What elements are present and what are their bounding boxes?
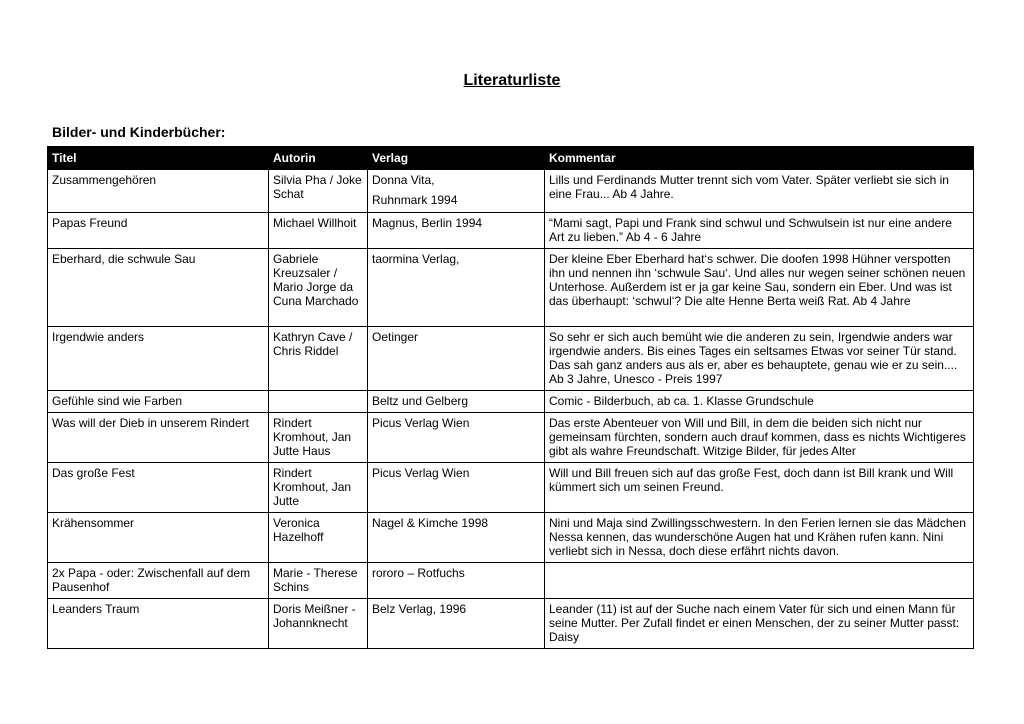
cell-author: Kathryn Cave / Chris Riddel [269,327,368,391]
column-header-title: Titel [48,147,269,170]
cell-author [269,391,368,413]
cell-author: Michael Willhoit [269,213,368,249]
section-heading: Bilder- und Kinderbücher: [52,124,226,140]
cell-publisher: Picus Verlag Wien [368,413,545,463]
cell-comment: So sehr er sich auch bemüht wie die anderen zu sein, Irgendwie anders war irgendwie anders. Bis eines Tages ein seltsames Etwas vor seiner Tür stand. Das sah ganz anders aus als er, aber es behauptete, genau wie er zu sein.... Ab 3 Jahre, Unesco - Preis 1997 [545,327,974,391]
cell-publisher: Picus Verlag Wien [368,463,545,513]
cell-title: Gefühle sind wie Farben [48,391,269,413]
cell-title: Krähensommer [48,513,269,563]
cell-comment: Lills und Ferdinands Mutter trennt sich vom Vater. Später verliebt sie sich in eine Frau... Ab 4 Jahre. [545,170,974,213]
cell-title: Was will der Dieb in unserem Rindert [48,413,269,463]
cell-comment: Will und Bill freuen sich auf das große Fest, doch dann ist Bill krank und Will kümmert sich um seinen Freund. [545,463,974,513]
publisher-line: Donna Vita, [372,173,435,187]
cell-author: Marie - Therese Schins [269,563,368,599]
cell-publisher: Oetinger [368,327,545,391]
table-row [48,213,974,249]
cell-author: Veronica Hazelhoff [269,513,368,563]
cell-comment [545,563,974,599]
cell-comment: Das erste Abenteuer von Will und Bill, in dem die beiden sich nicht nur gemeinsam fürchten, sondern auch drauf kommen, dass es nichts Wichtigeres gibt als wahre Freundschaft. Witzige Bilder, für jedes Alter [545,413,974,463]
column-header-publisher: Verlag [368,147,545,170]
cell-author: Rindert Kromhout, Jan Jutte Haus [269,413,368,463]
literature-table [47,146,974,649]
column-header-comment: Kommentar [545,147,974,170]
cell-title: Papas Freund [48,213,269,249]
cell-title: Leanders Traum [48,599,269,649]
publisher-line-2: Ruhnmark 1994 [372,193,458,207]
cell-author: Silvia Pha / Joke Schat [269,170,368,213]
cell-author: Gabriele Kreuzsaler / Mario Jorge da Cuna Marchado [269,249,368,327]
cell-author: Rindert Kromhout, Jan Jutte [269,463,368,513]
table-row [48,391,974,413]
table-row [48,463,974,513]
cell-title: Zusammengehören [48,170,269,213]
table-header-row [48,147,974,170]
table-row [48,563,974,599]
cell-comment: Leander (11) ist auf der Suche nach einem Vater für sich und einen Mann für seine Mutter. Per Zufall findet er einen Menschen, der zu seiner Mutter passt: Daisy [545,599,974,649]
cell-publisher [368,170,545,213]
cell-publisher: Magnus, Berlin 1994 [368,213,545,249]
cell-publisher: Beltz und Gelberg [368,391,545,413]
cell-publisher: rororo – Rotfuchs [368,563,545,599]
cell-publisher: taormina Verlag, [368,249,545,327]
cell-comment: “Mami sagt, Papi und Frank sind schwul und Schwulsein ist nur eine andere Art zu lieben.” Ab 4 - 6 Jahre [545,213,974,249]
table-row [48,170,974,213]
column-header-author: Autorin [269,147,368,170]
page-title: Literaturliste [463,72,561,89]
cell-comment: Comic - Bilderbuch, ab ca. 1. Klasse Grundschule [545,391,974,413]
table-row [48,413,974,463]
cell-title: Das große Fest [48,463,269,513]
cell-publisher: Belz Verlag, 1996 [368,599,545,649]
table-row [48,327,974,391]
cell-publisher: Nagel & Kimche 1998 [368,513,545,563]
cell-title: Irgendwie anders [48,327,269,391]
table-row [48,513,974,563]
table-row [48,599,974,649]
table-row [48,249,974,327]
cell-title: Eberhard, die schwule Sau [48,249,269,327]
cell-author: Doris Meißner - Johannknecht [269,599,368,649]
cell-comment: Nini und Maja sind Zwillingsschwestern. In den Ferien lernen sie das Mädchen Nessa kennen, das wunderschöne Augen hat und Krähen rufen kann. Nini verliebt sich in Nessa, doch diese erfährt nichts davon. [545,513,974,563]
cell-title: 2x Papa - oder: Zwischenfall auf dem Pausenhof [48,563,269,599]
cell-comment: Der kleine Eber Eberhard hat‘s schwer. Die doofen 1998 Hühner verspotten ihn und nennen ihn ‘schwule Sau‘. Und alles nur wegen seiner schönen neuen Unterhose. Außerdem ist er ja gar keine Sau, sondern ein Eber. Und was ist das überhaupt: ‘schwul‘? Die alte Henne Berta weiß Rat. Ab 4 Jahre [545,249,974,327]
